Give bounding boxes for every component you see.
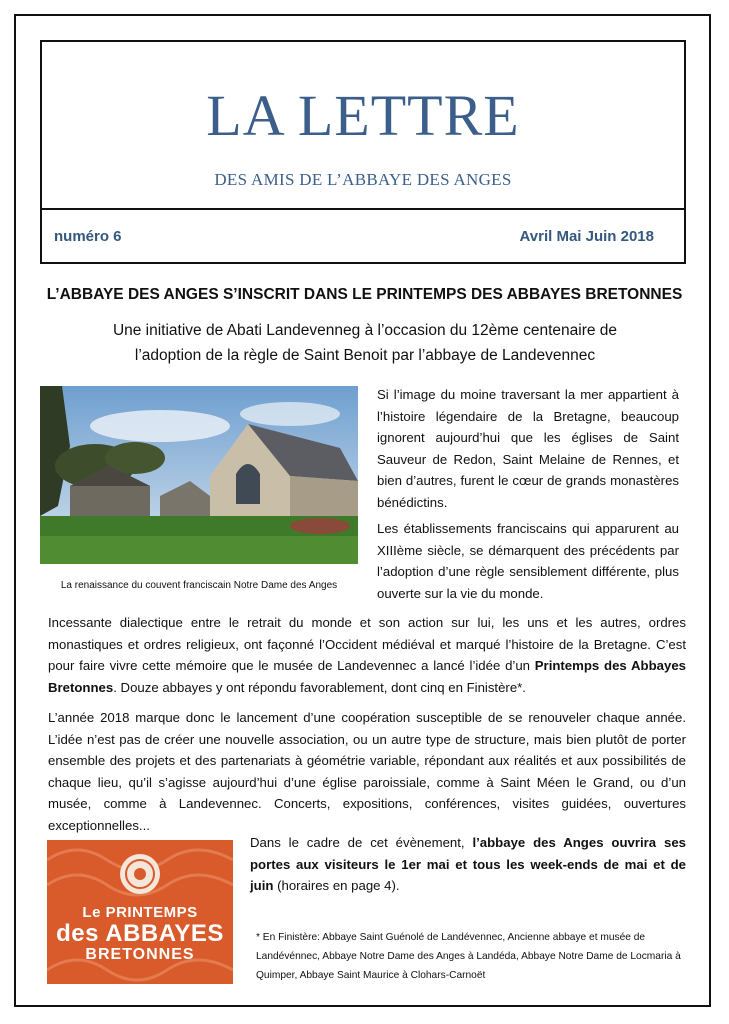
paragraph-event (250, 832, 686, 897)
paragraph-dialectic (48, 612, 686, 698)
newsletter-title: LA LETTRE (206, 83, 520, 148)
issue-number: numéro 6 (54, 228, 122, 245)
newsletter-subtitle: DES AMIS DE L’ABBAYE DES ANGES (214, 170, 512, 189)
photo-caption: La renaissance du couvent franciscain Notre Dame des Anges (60, 580, 338, 591)
issue-bar (40, 210, 686, 264)
logo-line-3: BRETONNES (85, 946, 195, 963)
article-headline: L’ABBAYE DES ANGES S’INSCRIT DANS LE PRINTEMPS DES ABBAYES BRETONNES (46, 286, 683, 303)
footnote: * En Finistère: Abbaye Saint Guénolé de Landévennec, Ancienne abbaye et musée de Landévénnec, Abbaye Notre Dame des Anges à Landéda, Abbaye Notre Dame de Locmaria à Quimper, Abbaye Saint Maurice à Clohars-Carnoët (256, 932, 681, 981)
paragraph-event-end: (horaires en page 4). (273, 878, 400, 893)
paragraph-dialectic-bold: Printemps des Abbayes Bretonnes (48, 658, 686, 695)
paragraph-event-bold: l’abbaye des Anges ouvrira ses portes aux visiteurs le 1er mai et tous les week-ends de mai et de juin (250, 835, 686, 893)
issue-date: Avril Mai Juin 2018 (519, 228, 654, 245)
masthead (40, 40, 686, 210)
paragraph-dialectic-start: Incessante dialectique entre le retrait du monde et son action sur lui, les uns et les autres, ordres monastiques et ordres religieux, ont façonné l’Occident médiéval et marqué l’histoire de la Bretagne. C’est pour faire vivre cette mémoire que le musée de Landevennec a lancé l’idée d’un (48, 615, 686, 673)
printemps-logo (47, 840, 233, 984)
paragraph-intro: Si l’image du moine traversant la mer appartient à l’histoire légendaire de la Bretagne, beaucoup ignorent aujourd’hui que les églises de Saint Sauveur de Redon, Saint Melaine de Rennes, et bien d’autres, furent le cœur de grands monastères bénédictins. (377, 387, 679, 510)
paragraph-event-start: Dans le cadre de cet évènement, (250, 835, 473, 850)
logo-line-1: Le PRINTEMPS (82, 904, 198, 921)
article-subheadline: Une initiative de Abati Landevenneg à l’occasion du 12ème centenaire de l’adoption de la règle de Saint Benoit par l’abbaye de Landevennec (112, 322, 618, 364)
paragraph-dialectic-end: . Douze abbayes y ont répondu favorablement, dont cinq en Finistère*. (113, 679, 526, 695)
paragraph-franciscan: Les établissements franciscains qui apparurent au XIIIème siècle, se démarquent des précédents par l’adoption d’une règle sensiblement différente, plus ouverte sur la vie du monde. (377, 521, 679, 601)
paragraph-cooperation: L’année 2018 marque donc le lancement d’une coopération susceptible de se renouveler chaque année. L’idée n’est pas de créer une nouvelle association, ou un autre type de structure, mais bien plutôt de porter ensemble des projets et des partenariats à géométrie variable, répondant aux réalités et aux possibilités de chaque lieu, qu’il s’agisse aujourd’hui d’une église paroissiale, comme à Saint Méen le Grand, ou d’un musée, comme à Landevennec. Concerts, expositions, conférences, visites guidées, ouvertures exceptionnelles... (48, 710, 686, 833)
logo-line-2: des ABBAYES (56, 920, 224, 947)
abbey-photo (40, 386, 358, 564)
